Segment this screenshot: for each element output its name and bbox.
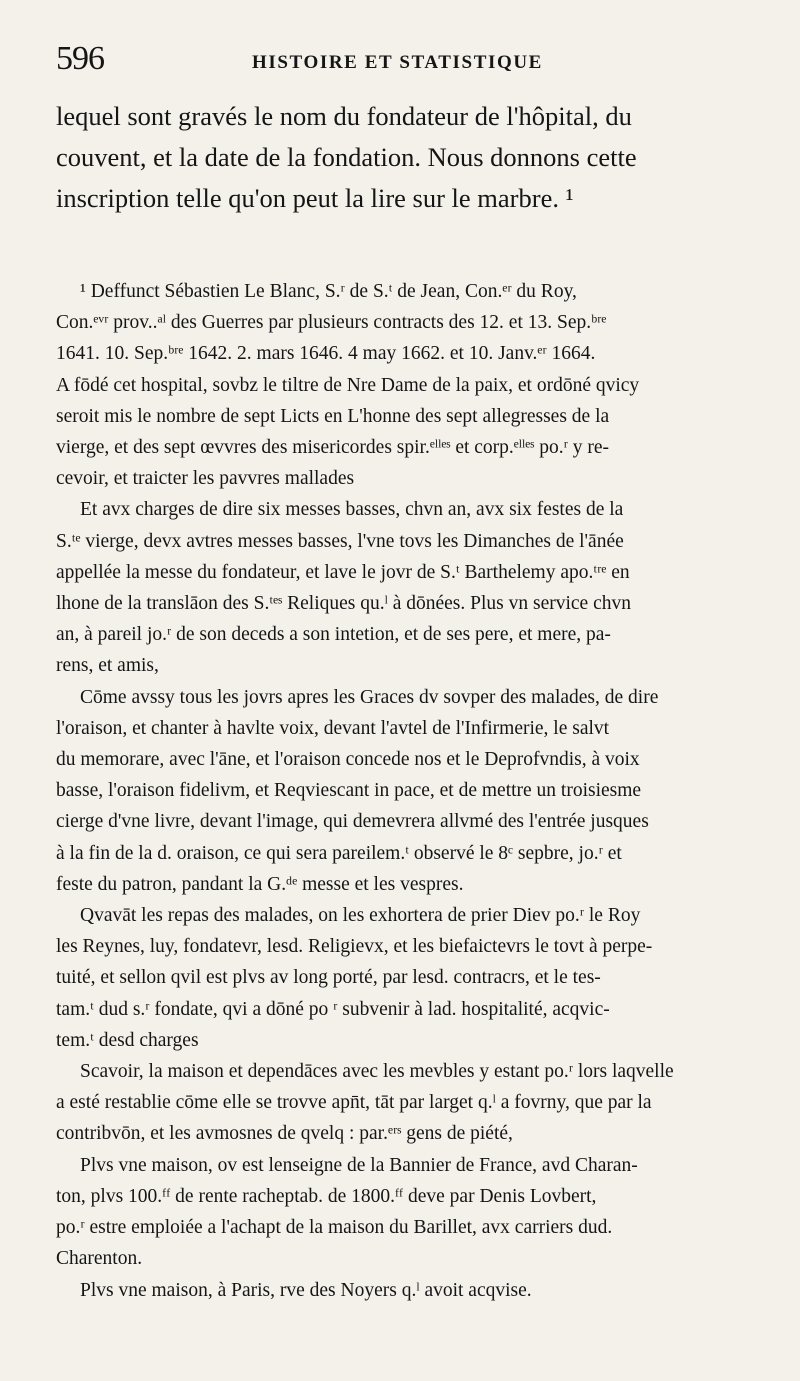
footnote-line: à la fin de la d. oraison, ce qui sera pareilem.ᵗ observé le 8ᶜ sepbre, jo.ʳ et bbox=[56, 842, 622, 864]
footnote-line: ¹ Deffunct Sébastien Le Blanc, S.ʳ de S.ᵗ de Jean, Con.ᵉʳ du Roy, bbox=[80, 281, 577, 302]
footnote-line: S.ᵗᵉ vierge, devx avtres messes basses, l'vne tovs les Dimanches de l'ānée bbox=[56, 530, 624, 552]
footnote-line: Scavoir, la maison et dependāces avec les mevbles y estant po.ʳ lors laqvelle bbox=[80, 1061, 674, 1083]
footnote-line: contribvōn, et les avmosnes de qvelq : par.ᵉʳˢ gens de piété, bbox=[56, 1123, 513, 1145]
footnote-line: Plvs vne maison, à Paris, rve des Noyers q.ˡ avoit acqvise. bbox=[80, 1279, 532, 1301]
footnote-line: tuité, et sellon qvil est plvs av long porté, par lesd. contracrs, et le tes- bbox=[56, 967, 601, 989]
footnote-line: les Reynes, luy, fondatevr, lesd. Religievx, et les biefaictevrs le tovt à perpe- bbox=[56, 936, 653, 958]
footnote-line: tam.ᵗ dud s.ʳ fondate, qvi a dōné po ʳ subvenir à lad. hospitalité, acqvic- bbox=[56, 998, 610, 1020]
main-text-line: lequel sont gravés le nom du fondateur de l'hôpital, du bbox=[56, 101, 632, 131]
footnote-line: ton, plvs 100.ᶠᶠ de rente racheptab. de 1800.ᶠᶠ deve par Denis Lovbert, bbox=[56, 1185, 597, 1207]
footnote-line: rens, et amis, bbox=[56, 655, 159, 677]
main-paragraph bbox=[56, 96, 756, 219]
footnote-line: du memorare, avec l'āne, et l'oraison concede nos et le Deprofvndis, à voix bbox=[56, 749, 640, 771]
page-header bbox=[56, 40, 746, 84]
footnote-line: cevoir, et traicter les pavvres mallades bbox=[56, 468, 355, 490]
footnote-line: 1641. 10. Sep.ᵇʳᵉ 1642. 2. mars 1646. 4 may 1662. et 10. Janv.ᵉʳ 1664. bbox=[56, 343, 596, 365]
footnote-inscription bbox=[56, 276, 766, 1306]
footnote-line: vierge, et des sept œvvres des misericordes spir.ᵉˡˡᵉˢ et corp.ᵉˡˡᵉˢ po.ʳ y re- bbox=[56, 437, 610, 459]
footnote-line: cierge d'vne livre, devant l'image, qui demevrera allvmé des l'entrée jusques bbox=[56, 811, 649, 833]
footnote-line: basse, l'oraison fidelivm, et Reqviescant in pace, et de mettre un troisiesme bbox=[56, 780, 642, 802]
main-text-line: inscription telle qu'on peut la lire sur le marbre. ¹ bbox=[56, 183, 574, 213]
footnote-line: l'oraison, et chanter à havlte voix, devant l'avtel de l'Infirmerie, le salvt bbox=[56, 717, 610, 739]
footnote-line: Con.ᵉᵛʳ prov..ᵃˡ des Guerres par plusieurs contracts des 12. et 13. Sep.ᵇʳᵉ bbox=[56, 312, 607, 334]
footnote-line: an, à pareil jo.ʳ de son deceds a son intetion, et de ses pere, et mere, pa- bbox=[56, 624, 611, 646]
footnote-line: seroit mis le nombre de sept Licts en L'honne des sept allegresses de la bbox=[56, 405, 610, 427]
footnote-line: lhone de la translāon des S.ᵗᵉˢ Reliques qu.ˡ à dōnées. Plus vn service chvn bbox=[56, 593, 631, 615]
footnote-line: tem.ᵗ desd charges bbox=[56, 1029, 199, 1051]
page-number: 596 bbox=[56, 40, 104, 77]
footnote-line: Charenton. bbox=[56, 1248, 143, 1270]
footnote-line: a esté restablie cōme elle se trovve apn̄t, tāt par larget q.ˡ a fovrny, que par la bbox=[56, 1092, 652, 1114]
footnote-line: A fōdé cet hospital, sovbz le tiltre de Nre Dame de la paix, et ordōné qvicy bbox=[56, 374, 640, 396]
main-text-line: couvent, et la date de la fondation. Nous donnons cette bbox=[56, 142, 637, 172]
footnote-line: Cōme avssy tous les jovrs apres les Graces dv sovper des malades, de dire bbox=[80, 686, 659, 708]
footnote-line: feste du patron, pandant la G.ᵈᵉ messe et les vespres. bbox=[56, 873, 464, 895]
footnote-line: appellée la messe du fondateur, et lave le jovr de S.ᵗ Barthelemy apo.ᵗʳᵉ en bbox=[56, 561, 630, 583]
footnote-line: Et avx charges de dire six messes basses, chvn an, avx six festes de la bbox=[80, 499, 624, 521]
footnote-line: po.ʳ estre emploiée a l'achapt de la maison du Barillet, avx carriers dud. bbox=[56, 1217, 613, 1239]
running-title: HISTOIRE ET STATISTIQUE bbox=[252, 52, 543, 73]
footnote-line: Qvavāt les repas des malades, on les exhortera de prier Diev po.ʳ le Roy bbox=[80, 905, 641, 927]
footnote-line: Plvs vne maison, ov est lenseigne de la Bannier de France, avd Charan- bbox=[80, 1154, 638, 1176]
